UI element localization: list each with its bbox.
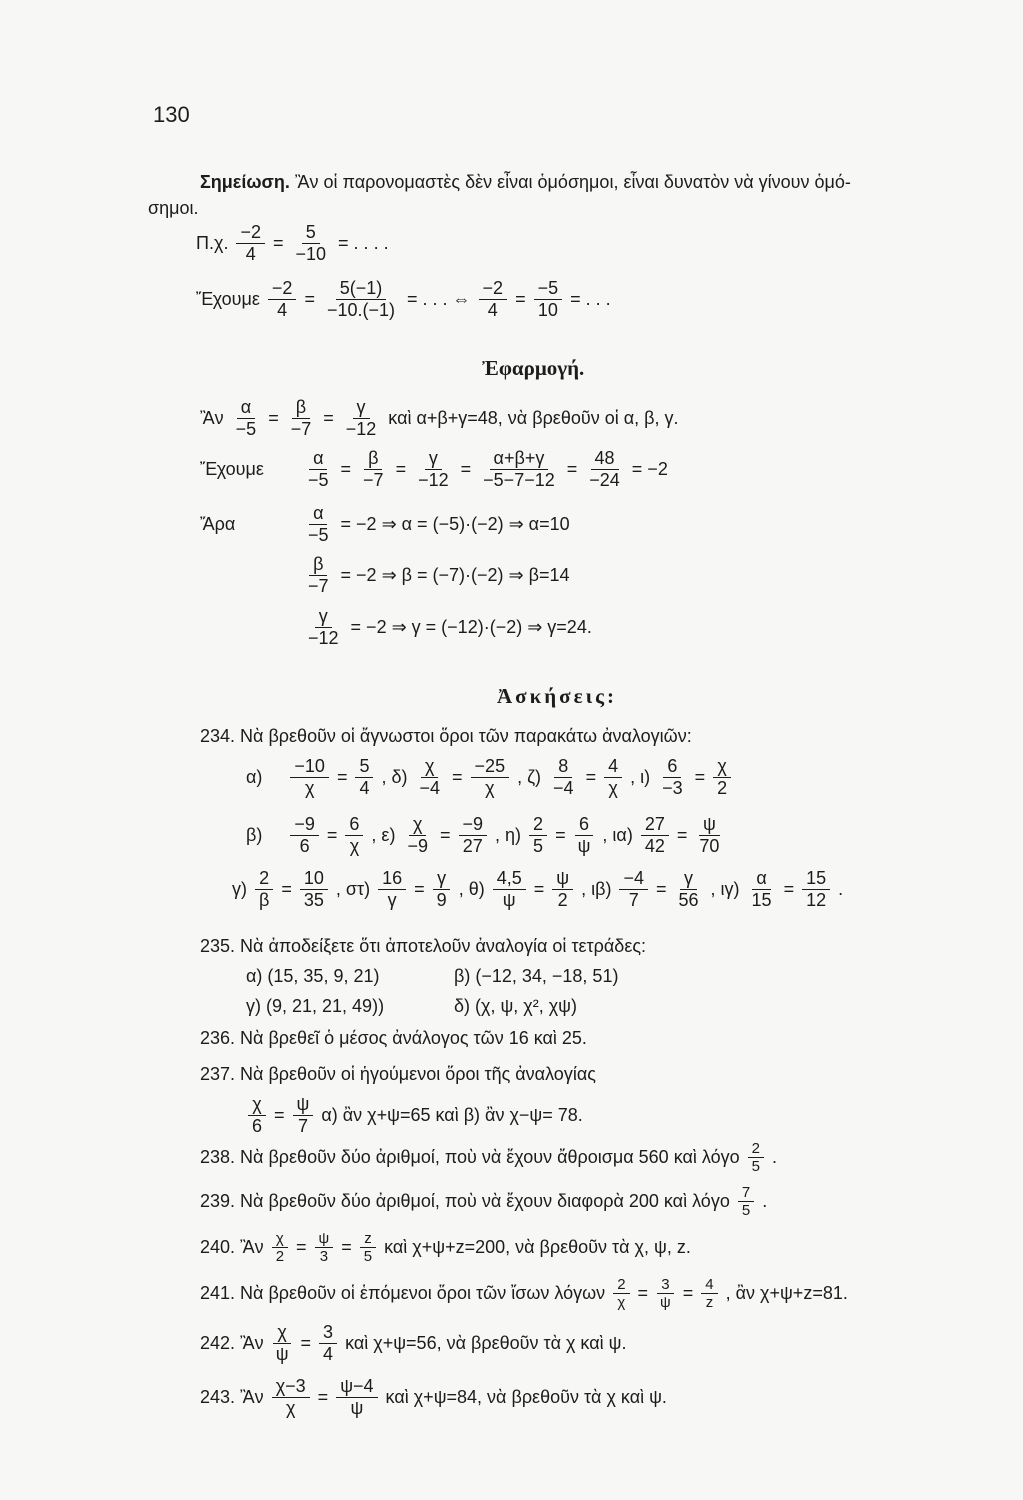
fraction [355,756,373,798]
math-text: , ιγ) [710,878,740,899]
equals-sign: = [515,288,526,309]
denominator: 5 [533,835,544,856]
numerator: χ−3 [272,1376,310,1398]
denominator: ψ [350,1397,364,1418]
denominator: 70 [699,835,720,856]
equals-sign: = [281,878,292,899]
exercise-235-c: γ) (9, 21, 21, 49)) [246,996,385,1016]
fraction [300,868,328,910]
note-text: Ἂν οἱ παρονομαστὲς δὲν εἶναι ὁμόσημοι, εἶναι δυνατὸν νὰ γίνουν ὁμό- [294,172,851,192]
numerator: χ [409,814,426,836]
denominator: −4 [553,777,574,798]
equals-sign: = [439,824,451,845]
equals-sign: = [272,232,284,253]
numerator: χ [713,756,730,778]
numerator: 48 [591,448,619,470]
numerator: −2 [479,278,508,300]
fraction [701,1276,717,1312]
numerator: α+β+γ [490,448,549,470]
denominator: 56 [678,889,699,910]
denominator: χ [485,777,495,798]
numerator: γ [680,868,697,890]
numerator: 4,5 [493,868,526,890]
numerator: γ [425,448,442,470]
equals-sign: = [341,1237,352,1258]
denominator: −9 [407,835,428,856]
numerator: ψ−4 [336,1376,377,1398]
exercise-234-row-1 [246,756,735,798]
numerator: 2 [529,814,547,836]
denominator: χ [349,835,360,856]
exercise-235-a: α) (15, 35, 9, 21) [246,966,380,986]
denominator: 10 [537,299,558,320]
exercise-239 [200,1184,767,1220]
math-text: , ε) [371,824,396,845]
denominator: −5−7−12 [483,469,555,490]
equals-sign: = [783,878,795,899]
fraction [802,868,830,910]
result: = −2 [631,458,668,479]
numerator: 6 [663,756,681,778]
equals-sign: = [682,1283,694,1304]
fraction [304,606,343,648]
numerator: 10 [300,868,328,890]
math-text: , ι) [630,766,651,787]
example-prefix-2: Ἔχουμε [196,288,260,309]
denominator: 7 [628,889,639,910]
math-text: καὶ χ+ψ=84, νὰ βρεθοῦν τὰ χ καὶ ψ. [385,1386,667,1407]
fraction [748,1140,764,1176]
numerator: −9 [290,814,319,836]
fraction [416,756,445,798]
math-text: . [838,878,844,899]
denominator: z [705,1294,714,1312]
exercise-235-b: β) (−12, 34, −18, 51) [454,966,619,986]
numerator: 4 [604,756,622,778]
fraction [287,397,316,439]
math-text: 241. Νὰ βρεθοῦν οἱ ἑπόμενοι ὅροι τῶν ἴσων λόγων [200,1283,606,1304]
fraction [493,868,526,910]
numerator: 2 [613,1276,629,1294]
fraction [479,278,508,320]
fraction [290,756,329,798]
note-label: Σημείωση. [200,172,290,192]
numerator: ψ [699,814,720,836]
fraction [619,868,648,910]
fraction [360,1230,376,1266]
application-line-2 [200,448,668,490]
fraction [549,756,578,798]
math-text: γ) [232,878,247,899]
equals-sign: = [533,878,545,899]
exercise-235-d: δ) (χ, ψ, χ², χψ) [454,996,578,1016]
math-text: . [762,1191,768,1212]
denominator: 15 [751,889,772,910]
application-line-4 [300,554,570,596]
denominator: 5 [363,1248,373,1266]
math-text: , ζ) [517,766,542,787]
numerator: γ [353,397,370,419]
fraction [479,448,559,490]
numerator: ψ [315,1230,334,1248]
numerator: 5(−1) [336,278,387,300]
example-line-2 [196,278,611,320]
math-text: 238. Νὰ βρεθοῦν δύο ἀριθμοί, ποὺ νὰ ἔχουν ἄθροισμα 560 καὶ λόγο [200,1147,740,1168]
numerator: 5 [355,756,373,778]
numerator: ψ [552,868,573,890]
fraction [574,814,595,856]
fraction [713,756,731,798]
exercise-238 [200,1140,777,1176]
math-text: β) [246,824,263,845]
fraction [675,868,703,910]
exercises-title: Ἀσκήσεις: [497,684,617,708]
denominator: 3 [319,1248,329,1266]
fraction [292,222,331,264]
fraction [529,814,547,856]
equals-sign: = [323,407,334,428]
math-text: 239. Νὰ βρεθοῦν δύο ἀριθμοί, ποὺ νὰ ἔχουν διαφορὰ 200 καὶ λόγο [200,1191,730,1212]
denominator: ψ [275,1343,289,1364]
denominator: χ [304,777,315,798]
exercise-241 [200,1276,848,1312]
numerator: 27 [641,814,669,836]
numerator: β [309,554,327,576]
denominator: 7 [297,1115,308,1136]
math-text: 240. Ἂν [200,1237,264,1258]
ellipsis: = . . . . [338,232,389,253]
numerator: β [364,448,382,470]
math-text: , θ) [458,878,485,899]
denominator: −12 [345,418,377,439]
fraction [378,868,406,910]
fraction [738,1184,754,1220]
denominator: −3 [662,777,683,798]
numerator: 15 [802,868,830,890]
exercise-237: 237. Νὰ βρεθοῦν οἱ ἡγούμενοι ὅροι τῆς ἀναλογίας [200,1064,596,1084]
numerator: 3 [319,1322,337,1344]
numerator: 7 [738,1184,754,1202]
math-text: 242. Ἂν [200,1332,264,1353]
denominator: 6 [299,835,310,856]
result-gamma: = −2 ⇒ γ = (−12)·(−2) ⇒ γ=24. [350,616,592,637]
equals-sign: = [555,824,566,845]
numerator: z [360,1230,376,1248]
denominator: −7 [290,418,312,439]
denominator: 12 [806,889,827,910]
ellipsis: = . . . [570,288,611,309]
exercise-235: 235. Νὰ ἀποδείξετε ὅτι ἀποτελοῦν ἀναλογία οἱ τετράδες: [200,936,647,956]
denominator: 35 [303,889,324,910]
denominator: 4 [359,777,370,798]
equivalence: = . . . ⇔ [407,288,471,309]
fraction [342,397,381,439]
exercise-234-row-3 [232,868,843,910]
denominator: 2 [717,777,728,798]
fraction [433,868,451,910]
math-text: 243. Ἂν [200,1386,264,1407]
denominator: 4 [487,299,498,320]
denominator: 4 [323,1343,334,1364]
equals-sign: = [566,458,578,479]
math-text: , στ) [335,878,371,899]
math-text: καὶ χ+ψ+z=200, νὰ βρεθοῦν τὰ χ, ψ, z. [384,1237,691,1258]
numerator: 16 [378,868,406,890]
exercise-243 [200,1376,667,1418]
denominator: 4 [245,243,256,264]
exercise-242 [200,1322,626,1364]
numerator: −9 [459,814,488,836]
numerator: −5 [534,278,563,300]
equals-sign: = [336,766,348,787]
denominator: −7 [308,575,329,596]
fraction [272,1322,293,1364]
page-number: 130 [153,102,190,127]
fraction [656,1276,675,1312]
math-text: α) ἂν χ+ψ=65 καὶ β) ἂν χ−ψ= 78. [321,1104,583,1125]
equals-sign: = [317,1386,329,1407]
numerator: −10 [290,756,329,778]
numerator: χ [421,756,438,778]
denominator: −12 [418,469,449,490]
denominator: γ [387,889,397,910]
numerator: 6 [345,814,363,836]
numerator: α [237,397,255,419]
denominator: 42 [644,835,665,856]
denominator: χ [608,777,618,798]
denominator: 27 [462,835,483,856]
numerator: χ [272,1230,288,1248]
denominator: 9 [436,889,447,910]
numerator: −4 [619,868,648,890]
denominator: −10 [295,243,327,264]
denominator: −10.(−1) [326,299,396,320]
equals-sign: = [304,288,315,309]
fraction [272,1230,288,1266]
fraction [658,756,687,798]
numerator: 4 [701,1276,717,1294]
denominator: −7 [363,469,384,490]
numerator: χ [248,1094,265,1116]
fraction [315,1230,334,1266]
equals-sign: = [637,1283,649,1304]
result-alpha: = −2 ⇒ α = (−5)·(−2) ⇒ α=10 [340,513,570,534]
equals-sign: = [655,878,667,899]
fraction [585,448,624,490]
note-line [200,172,851,193]
fraction [304,554,333,596]
condition: καὶ α+β+γ=48, νὰ βρεθοῦν οἱ α, β, γ. [388,407,679,428]
equals-sign: = [460,458,472,479]
fraction [293,1094,314,1136]
numerator: γ [433,868,450,890]
denominator: −5 [235,418,257,439]
math-text: , ια) [602,824,633,845]
fraction [336,1376,377,1418]
exercise-234-row-2 [246,814,727,856]
result-beta: = −2 ⇒ β = (−7)·(−2) ⇒ β=14 [340,564,570,585]
math-text: , δ) [381,766,408,787]
equals-sign: = [274,1104,285,1125]
exercise-237-formula [244,1094,583,1136]
denominator: 5 [751,1158,760,1176]
equals-sign: = [296,1237,307,1258]
equals-sign: = [414,878,425,899]
denominator: 5 [741,1202,751,1220]
exercise-234: 234. Νὰ βρεθοῦν οἱ ἄγνωστοι ὅροι τῶν παρακάτω ἀναλογιῶν: [200,726,692,746]
math-text: . [771,1147,777,1168]
numerator: −2 [268,278,297,300]
numerator: 5 [302,222,320,244]
fraction [304,503,333,545]
numerator: −25 [471,756,510,778]
example-line-1 [196,222,389,264]
if-label: Ἂν [200,407,224,428]
fraction [323,278,399,320]
numerator: χ [273,1322,290,1344]
denominator: χ [617,1294,626,1312]
denominator: ψ [502,889,516,910]
have-label: Ἔχουμε [200,458,264,479]
application-line-1 [200,397,678,439]
fraction [459,814,488,856]
numerator: α [752,868,770,890]
denominator: −5 [308,469,329,490]
math-text: , η) [495,824,522,845]
math-text: , ιβ) [581,878,612,899]
math-text: , ἂν χ+ψ+z=81. [725,1283,848,1304]
equals-sign: = [452,766,463,787]
numerator: 2 [255,868,273,890]
denominator: ψ [660,1294,671,1312]
equals-sign: = [300,1332,312,1353]
fraction [345,814,363,856]
fraction [232,397,261,439]
denominator: 4 [277,299,288,320]
equals-sign: = [585,766,597,787]
denominator: 2 [275,1248,285,1266]
equals-sign: = [676,824,688,845]
example-prefix: Π.χ. [196,232,229,253]
equals-sign: = [326,824,338,845]
denominator: 6 [252,1115,263,1136]
numerator: 3 [657,1276,673,1294]
equals-sign: = [395,458,407,479]
application-line-3 [200,503,570,545]
fraction [359,448,388,490]
fraction [248,1094,266,1136]
so-label: Ἄρα [200,513,236,534]
numerator: α [309,503,327,525]
note-line-2: σημοι. [148,198,199,218]
fraction [255,868,273,910]
fraction [748,868,776,910]
denominator: −4 [419,777,441,798]
denominator: β [259,889,270,910]
numerator: β [292,397,310,419]
fraction [290,814,319,856]
fraction [403,814,432,856]
fraction [272,1376,310,1418]
fraction [304,448,333,490]
numerator: ψ [293,1094,314,1116]
application-title: Ἐφαρμογή. [482,356,585,380]
numerator: 6 [575,814,593,836]
fraction [471,756,510,798]
denominator: ψ [577,835,591,856]
numerator: γ [315,606,332,628]
fraction [414,448,453,490]
equals-sign: = [340,458,352,479]
numerator: α [309,448,327,470]
denominator: 2 [557,889,568,910]
numerator: 2 [748,1140,764,1158]
equals-sign: = [268,407,279,428]
exercise-236: 236. Νὰ βρεθεῖ ὁ μέσος ἀνάλογος τῶν 16 καὶ 25. [200,1028,587,1048]
fraction [641,814,669,856]
numerator: 8 [554,756,572,778]
denominator: −24 [589,469,620,490]
fraction [604,756,622,798]
equals-sign: = [694,766,706,787]
application-line-5 [300,606,592,648]
fraction [552,868,573,910]
denominator: −5 [308,524,329,545]
fraction [695,814,723,856]
exercise-240 [200,1230,691,1266]
fraction [319,1322,337,1364]
denominator: χ [285,1397,296,1418]
fraction [236,222,265,264]
fraction [268,278,297,320]
fraction [534,278,563,320]
numerator: −2 [236,222,265,244]
math-text: καὶ χ+ψ=56, νὰ βρεθοῦν τὰ χ καὶ ψ. [345,1332,627,1353]
math-text: α) [246,766,263,787]
fraction [613,1276,629,1312]
denominator: −12 [308,627,339,648]
